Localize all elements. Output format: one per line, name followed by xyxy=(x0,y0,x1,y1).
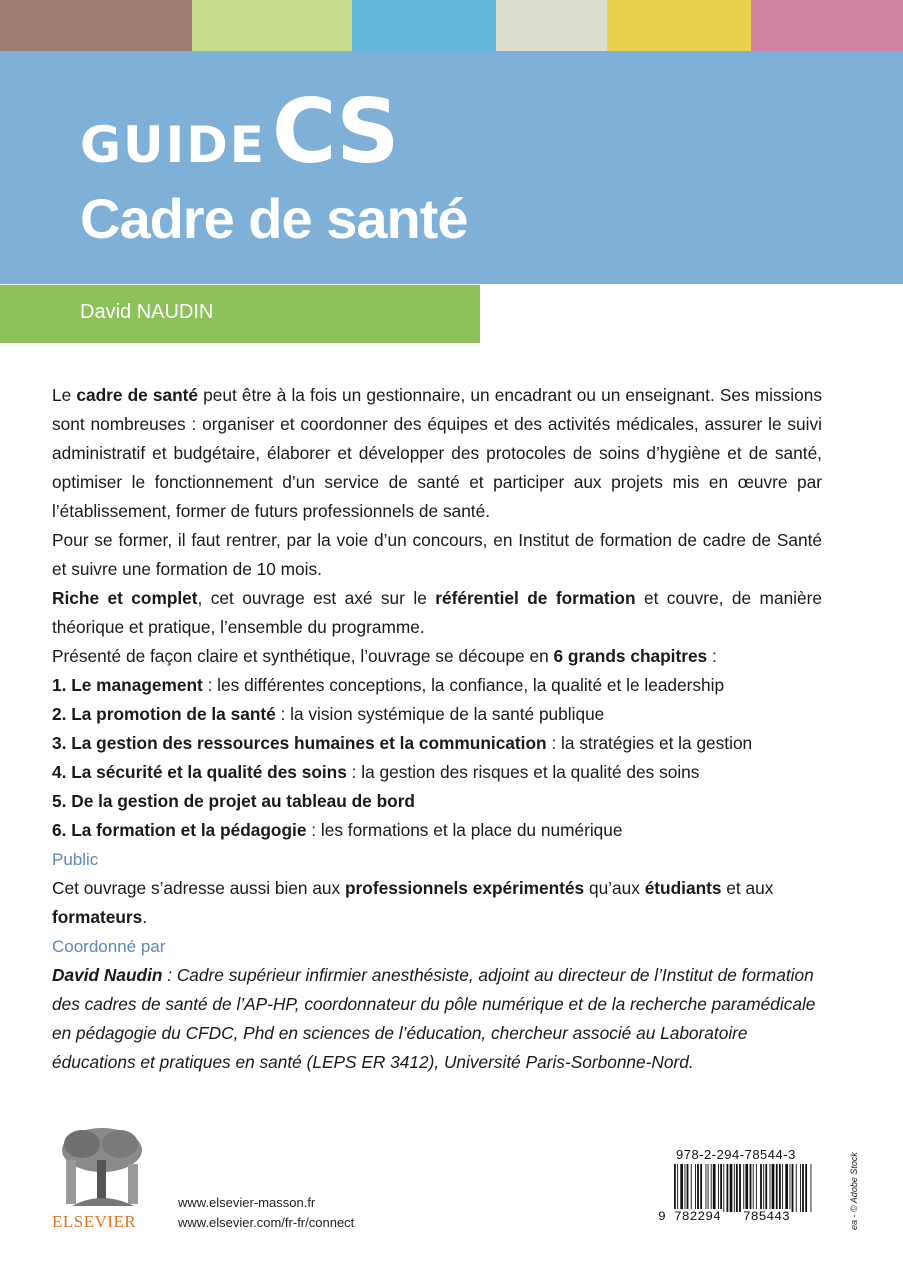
author-bar xyxy=(0,285,480,343)
barcode-bar xyxy=(730,1164,733,1212)
url-elsevier-connect[interactable]: www.elsevier.com/fr-fr/connect xyxy=(178,1215,355,1230)
barcode-bar xyxy=(680,1164,683,1212)
barcode-bar xyxy=(708,1164,709,1212)
chapter-item xyxy=(52,758,822,787)
barcode-bar xyxy=(718,1164,719,1212)
summary-mid: , cet ouvrage est axé sur le xyxy=(197,588,436,608)
chapter-title: 6. La formation et la pédagogie xyxy=(52,820,307,840)
stripe-pink xyxy=(751,0,903,51)
elsevier-wordmark: ELSEVIER xyxy=(52,1212,137,1231)
public-b2: étudiants xyxy=(644,878,722,898)
barcode-bar xyxy=(776,1164,778,1212)
barcode-bar xyxy=(802,1164,804,1212)
publisher-links xyxy=(178,1193,354,1233)
barcode-bar xyxy=(779,1164,781,1212)
chapter-desc: : la gestion des risques et la qualité des soins xyxy=(346,762,700,782)
barcode-bar xyxy=(796,1164,797,1212)
book-title: Cadre de santé xyxy=(80,187,468,250)
barcode-bar xyxy=(687,1164,689,1212)
stripe-brown xyxy=(0,0,192,51)
barcode-bar xyxy=(763,1164,764,1212)
chapter-title: 4. La sécurité et la qualité des soins xyxy=(52,762,347,782)
barcode-bar xyxy=(700,1164,702,1212)
intro-lead: Le xyxy=(52,385,77,405)
barcode-bar xyxy=(695,1164,696,1212)
summary-paragraph xyxy=(52,584,822,642)
barcode-bar xyxy=(723,1164,724,1212)
chapter-item xyxy=(52,787,822,816)
barcode-bar xyxy=(713,1164,716,1212)
barcode-bar xyxy=(753,1164,754,1212)
back-cover-text xyxy=(52,381,822,1077)
barcode-digits-left: 782294 xyxy=(674,1209,721,1224)
public-t2: qu’aux xyxy=(584,878,645,898)
chapters-intro-end: : xyxy=(707,646,717,666)
chapter-desc: : la vision systémique de la santé publique xyxy=(275,704,605,724)
barcode-bar xyxy=(697,1164,699,1212)
color-stripes xyxy=(0,0,903,51)
url-elsevier-masson[interactable]: www.elsevier-masson.fr xyxy=(178,1195,316,1210)
chapter-item xyxy=(52,700,822,729)
coordinated-heading: Coordonné par xyxy=(52,937,166,956)
public-b1: professionnels expérimentés xyxy=(345,878,585,898)
chapter-title: 1. Le management xyxy=(52,675,203,695)
barcode-bar xyxy=(811,1164,812,1212)
chapter-title: 3. La gestion des ressources humaines et la communication xyxy=(52,733,547,753)
barcode-bar xyxy=(785,1164,788,1212)
barcode-bar xyxy=(792,1164,794,1212)
public-heading: Public xyxy=(52,850,99,869)
barcode-bar xyxy=(706,1164,707,1212)
barcode-bar xyxy=(727,1164,729,1212)
barcode-bar xyxy=(760,1164,762,1212)
guide-word: GUIDE xyxy=(80,116,266,174)
summary-bold-2: référentiel de formation xyxy=(435,588,636,608)
barcode-bar xyxy=(782,1164,783,1212)
chapter-item xyxy=(52,729,822,758)
chapter-desc: : les formations et la place du numérique xyxy=(306,820,623,840)
photo-credit: ea - © Adobe Stock xyxy=(849,1152,859,1230)
barcode-digits-right: 785443 xyxy=(743,1209,790,1224)
barcode-bar xyxy=(739,1164,741,1212)
barcode-bar xyxy=(745,1164,748,1212)
author-name: David NAUDIN xyxy=(80,301,214,323)
summary-bold-1: Riche et complet xyxy=(52,588,198,608)
training-paragraph: Pour se former, il faut rentrer, par la voie d’un concours, en Institut de formation de cadre de Santé et suivre une formation de 10 mois. xyxy=(52,530,822,579)
barcode-bar xyxy=(720,1164,722,1212)
barcode-bar xyxy=(750,1164,752,1212)
barcode-bar xyxy=(674,1164,676,1212)
cs-word: CS xyxy=(271,80,398,183)
barcode-bar xyxy=(800,1164,801,1212)
chapter-desc: : la stratégies et la gestion xyxy=(546,733,753,753)
chapter-title: 5. De la gestion de projet au tableau de bord xyxy=(52,791,415,811)
barcode-bar xyxy=(677,1164,678,1212)
intro-bold: cadre de santé xyxy=(76,385,198,405)
public-t3: et aux xyxy=(721,878,774,898)
barcode-bar xyxy=(772,1164,775,1212)
chapters-intro-lead: Présenté de façon claire et synthétique, l’ouvrage se découpe en xyxy=(52,646,554,666)
chapter-title: 2. La promotion de la santé xyxy=(52,704,276,724)
barcode-bar xyxy=(711,1164,712,1212)
public-text xyxy=(52,874,822,932)
barcode-bar xyxy=(765,1164,767,1212)
barcode-bar xyxy=(770,1164,771,1212)
chapters-intro-bold: 6 grands chapitres xyxy=(553,646,708,666)
barcode-bar xyxy=(685,1164,686,1212)
intro-rest: peut être à la fois un gestionnaire, un encadrant ou un enseignant. Ses missions sont nombreuses : organiser et coordonner des équipes et des activités médicales, assurer le suivi administratif et budgétaire, élaborer et développer des protocoles de soins d’hygiène et de santé, optimiser le fonctionnement d’un service de santé et participer aux projets mis en œuvre par l’établissement, former de futurs professionnels de santé. xyxy=(52,385,822,521)
coordinator-bio xyxy=(52,961,822,1077)
chapters-intro xyxy=(52,642,822,671)
coordinator-name: David Naudin xyxy=(52,965,163,985)
stripe-blue xyxy=(352,0,496,51)
isbn-number: 978-2-294-78544-3 xyxy=(676,1147,796,1162)
barcode-bar xyxy=(790,1164,791,1212)
public-t4: . xyxy=(142,907,148,927)
barcode-bar xyxy=(734,1164,735,1212)
chapter-item xyxy=(52,816,822,845)
barcode-bar xyxy=(756,1164,757,1212)
barcode-bar xyxy=(691,1164,692,1212)
barcode-bar xyxy=(736,1164,738,1212)
barcode-bar xyxy=(743,1164,744,1212)
public-b3: formateurs xyxy=(52,907,143,927)
barcode-digit-first: 9 xyxy=(658,1209,666,1224)
stripe-yellow xyxy=(607,0,751,51)
series-title xyxy=(80,80,398,183)
barcode-bar xyxy=(805,1164,807,1212)
intro-paragraph xyxy=(52,381,822,526)
stripe-light-green xyxy=(192,0,352,51)
public-t1: Cet ouvrage s’adresse aussi bien aux xyxy=(52,878,345,898)
stripe-beige xyxy=(496,0,607,51)
chapter-desc: : les différentes conceptions, la confiance, la qualité et le leadership xyxy=(202,675,725,695)
coordinator-bio-text: : Cadre supérieur infirmier anesthésiste, adjoint au directeur de l’Institut de formation des cadres de santé de l’AP-HP, coordonnateur du pôle numérique et de la recherche paramédicale en pédagogie du CFDC, Phd en sciences de l’éducation, chercheur associé au Laboratoire éducations et pratiques en santé (LEPS ER 3412), Université Paris-Sorbonne-Nord. xyxy=(52,965,816,1072)
summary-rest: et couvre, de manière théorique et pratique, l’ensemble du programme. xyxy=(52,588,822,637)
chapter-item xyxy=(52,671,822,700)
